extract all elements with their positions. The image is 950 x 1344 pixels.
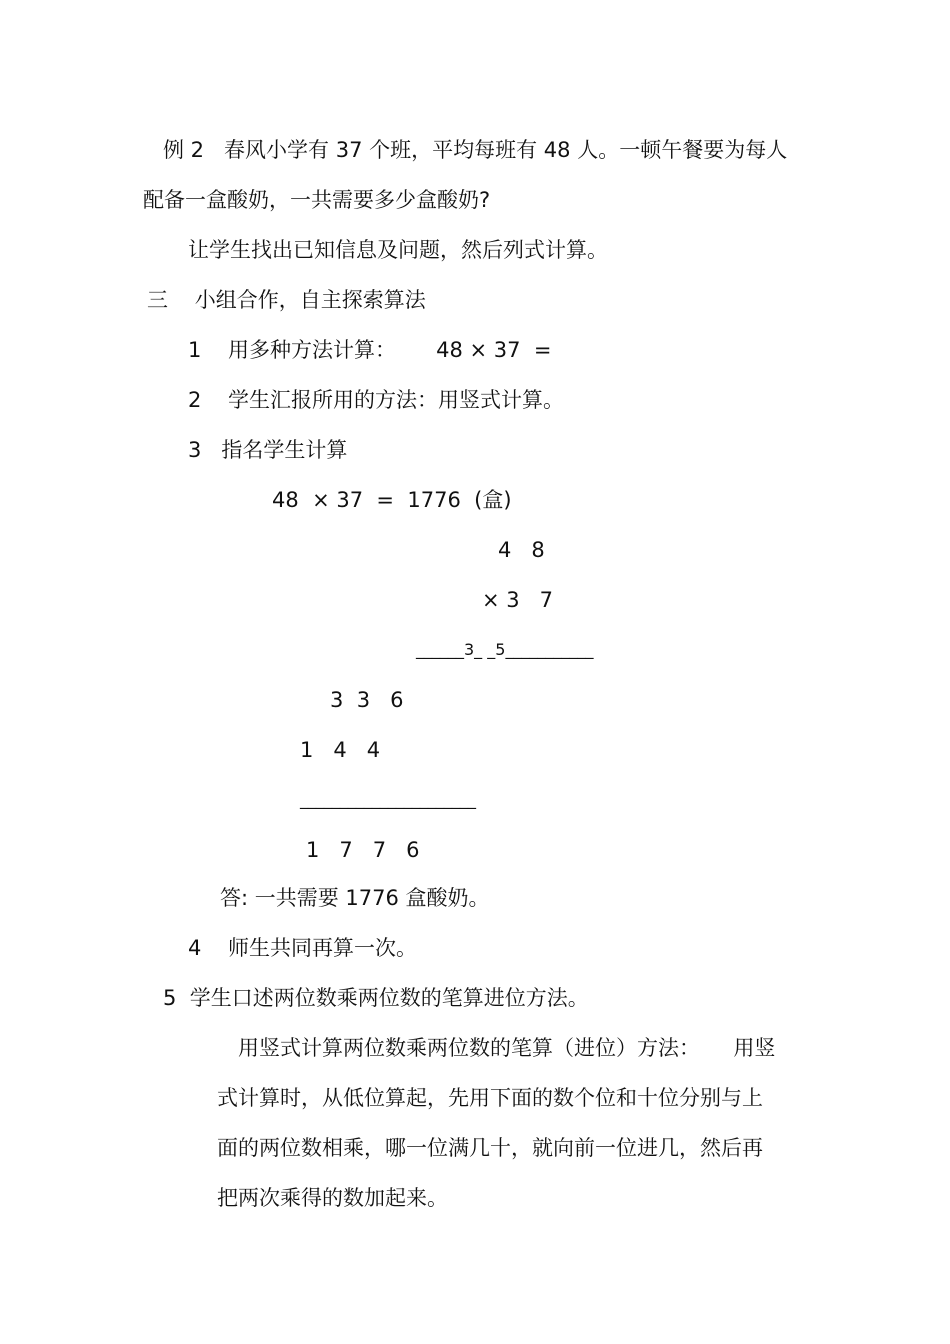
step-3: 3 指名学生计算: [188, 438, 348, 462]
answer: 答: 一共需要 1776 盒酸奶。: [220, 886, 490, 910]
multiplier: × 3 7: [482, 588, 554, 612]
partial-product-1: 3 3 6: [330, 688, 404, 712]
method-line-2: 式计算时，从低位算起，先用下面的数个位和十位分别与上: [217, 1086, 763, 1110]
step-2: 2 学生汇报所用的方法：用竖式计算。: [188, 388, 565, 412]
multiplicand: 4 8: [498, 538, 545, 562]
method-line-3: 面的两位数相乘，哪一位满几十，就向前一位进几，然后再: [217, 1136, 763, 1160]
carry-line: ______3_ _5___________: [416, 640, 594, 659]
step-5: 5 学生口述两位数乘两位数的笔算进位方法。: [163, 986, 589, 1010]
example-line-1: 例 2 春风小学有 37 个班，平均每班有 48 人。一顿午餐要为每人: [163, 138, 788, 162]
step-1: 1 用多种方法计算： 48 × 37 =: [188, 338, 552, 362]
sum-rule: ______________________: [300, 790, 476, 809]
section-heading: 三 小组合作，自主探索算法: [147, 288, 426, 312]
method-line-1: 用竖式计算两位数乘两位数的笔算（进位）方法： 用竖: [238, 1036, 776, 1060]
partial-product-2: 1 4 4: [300, 738, 381, 762]
method-line-4: 把两次乘得的数加起来。: [217, 1186, 448, 1210]
final-product: 1 7 7 6: [306, 838, 420, 862]
instruction-text: 让学生找出已知信息及问题，然后列式计算。: [188, 238, 608, 262]
equation: 48 × 37 = 1776 (盒): [272, 488, 512, 512]
step-4: 4 师生共同再算一次。: [188, 936, 418, 960]
example-line-2: 配备一盒酸奶，一共需要多少盒酸奶?: [143, 188, 491, 212]
